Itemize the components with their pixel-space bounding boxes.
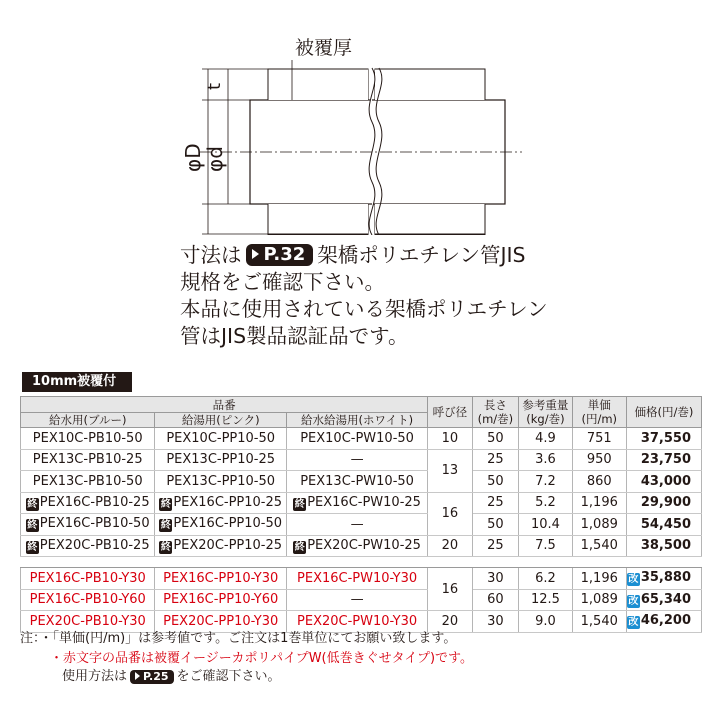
play-icon bbox=[135, 672, 140, 680]
part-pink bbox=[155, 535, 287, 557]
price: 54,450 bbox=[626, 514, 701, 536]
weight: 10.4 bbox=[519, 514, 573, 536]
part-pink: PEX13C-PP10-25 bbox=[155, 449, 287, 471]
note-line-2: 規格をご確認下さい。 bbox=[180, 270, 385, 294]
length: 60 bbox=[472, 589, 518, 611]
footnote-1: 注：・「単価(円/m)」は参考値です。ご注文は1巻単位にてお願い致します。 bbox=[20, 631, 457, 646]
length: 30 bbox=[472, 611, 518, 633]
part-white bbox=[286, 492, 427, 514]
weight: 3.6 bbox=[519, 449, 573, 471]
length: 50 bbox=[472, 471, 518, 493]
part-pink bbox=[155, 492, 287, 514]
part-white: — bbox=[286, 514, 427, 536]
part-pink: PEX10C-PP10-50 bbox=[155, 428, 287, 450]
part-blue: PEX13C-PB10-50 bbox=[21, 471, 155, 493]
header-weight: 参考重量 (kg/巻) bbox=[519, 397, 573, 428]
unit-price: 751 bbox=[572, 428, 626, 450]
discontinued-badge: 終 bbox=[294, 541, 305, 553]
unit-price: 1,540 bbox=[572, 611, 626, 633]
note-line-1 bbox=[180, 242, 526, 269]
page-ref-label: P.25 bbox=[143, 670, 169, 683]
weight: 7.2 bbox=[519, 471, 573, 493]
price: 38,500 bbox=[626, 535, 701, 557]
page-ref-p32[interactable] bbox=[246, 244, 314, 266]
part-white: PEX20C-PW10-Y30 bbox=[286, 611, 427, 633]
nominal-size: 13 bbox=[428, 449, 472, 492]
weight: 4.9 bbox=[519, 428, 573, 450]
weight: 9.0 bbox=[519, 611, 573, 633]
unit-price: 1,089 bbox=[572, 589, 626, 611]
unit-price: 1,196 bbox=[572, 568, 626, 590]
unit-price: 1,089 bbox=[572, 514, 626, 536]
price-value: 65,340 bbox=[640, 591, 691, 607]
discontinued-badge: 終 bbox=[27, 541, 38, 553]
length: 30 bbox=[472, 568, 518, 590]
part-blue: PEX20C-PB10-Y30 bbox=[21, 611, 155, 633]
header-hot-pink: 給湯用(ピンク) bbox=[155, 413, 287, 428]
part-white: PEX13C-PW10-50 bbox=[286, 471, 427, 493]
price bbox=[626, 589, 701, 611]
nominal-size: 20 bbox=[428, 535, 472, 557]
footnote-3 bbox=[62, 668, 281, 685]
part-white: PEX10C-PW10-50 bbox=[286, 428, 427, 450]
table-row bbox=[21, 611, 702, 633]
price-value: 46,200 bbox=[640, 613, 691, 629]
part-pink bbox=[155, 514, 287, 536]
header-supply-blue: 給水用(ブルー) bbox=[21, 413, 155, 428]
revised-badge: 改 bbox=[628, 617, 639, 629]
nominal-size: 10 bbox=[428, 428, 472, 450]
part-blue: PEX16C-PB10-Y60 bbox=[21, 589, 155, 611]
note-line-3: 本品に使用されている架橋ポリエチレン bbox=[180, 297, 548, 321]
part-white: — bbox=[286, 589, 427, 611]
unit-price: 1,196 bbox=[572, 492, 626, 514]
table-row bbox=[21, 568, 702, 590]
weight: 5.2 bbox=[519, 492, 573, 514]
header-part-number: 品番 bbox=[21, 397, 428, 413]
length: 25 bbox=[472, 535, 518, 557]
part-blue: PEX16C-PB10-Y30 bbox=[21, 568, 155, 590]
table-gap bbox=[21, 557, 702, 568]
price: 29,900 bbox=[626, 492, 701, 514]
part-label: PEX20C-PP10-25 bbox=[173, 537, 283, 553]
length: 25 bbox=[472, 449, 518, 471]
discontinued-badge: 終 bbox=[27, 498, 38, 510]
weight: 6.2 bbox=[519, 568, 573, 590]
unit-price: 860 bbox=[572, 471, 626, 493]
footnote-text: をご確認下さい。 bbox=[176, 669, 281, 684]
part-label: PEX16C-PW10-25 bbox=[307, 494, 421, 510]
price bbox=[626, 568, 701, 590]
discontinued-badge: 終 bbox=[160, 498, 171, 510]
table-row bbox=[21, 428, 702, 450]
unit-price: 950 bbox=[572, 449, 626, 471]
part-pink: PEX16C-PP10-Y30 bbox=[155, 568, 287, 590]
discontinued-badge: 終 bbox=[160, 541, 171, 553]
note-text: 架橋ポリエチレン管JIS bbox=[317, 243, 526, 267]
price: 23,750 bbox=[626, 449, 701, 471]
header-price: 価格(円/巻) bbox=[626, 397, 701, 428]
nominal-size: 20 bbox=[428, 611, 472, 633]
part-pink: PEX16C-PP10-Y60 bbox=[155, 589, 287, 611]
note-text: 寸法は bbox=[180, 243, 242, 267]
length: 50 bbox=[472, 428, 518, 450]
table-row bbox=[21, 535, 702, 557]
nominal-size: 16 bbox=[428, 568, 472, 611]
header-length: 長さ (m/巻) bbox=[472, 397, 518, 428]
cover-thickness-label: 被覆厚 bbox=[295, 37, 353, 59]
table-row bbox=[21, 492, 702, 514]
part-blue: PEX10C-PB10-50 bbox=[21, 428, 155, 450]
section-title: 10mm被覆付 bbox=[22, 372, 132, 392]
part-white: — bbox=[286, 449, 427, 471]
page-ref-p25[interactable] bbox=[130, 670, 174, 684]
part-blue bbox=[21, 492, 155, 514]
footnote-2: ・赤文字の品番は被覆イージーカポリパイプW(低巻きぐせタイプ)です。 bbox=[50, 651, 474, 666]
part-label: PEX16C-PB10-25 bbox=[39, 494, 150, 510]
price bbox=[626, 611, 701, 633]
length: 50 bbox=[472, 514, 518, 536]
discontinued-badge: 終 bbox=[160, 520, 171, 532]
discontinued-badge: 終 bbox=[27, 520, 38, 532]
price: 37,550 bbox=[626, 428, 701, 450]
table-row bbox=[21, 589, 702, 611]
pipe-cross-section-diagram bbox=[150, 30, 530, 235]
t-label: t bbox=[204, 82, 225, 90]
weight: 7.5 bbox=[519, 535, 573, 557]
note-line-4: 管はJIS製品認証品です。 bbox=[180, 324, 409, 348]
header-nominal: 呼び径 bbox=[428, 397, 472, 428]
part-label: PEX16C-PP10-50 bbox=[173, 516, 283, 532]
table-row bbox=[21, 471, 702, 493]
part-label: PEX20C-PB10-25 bbox=[39, 537, 150, 553]
revised-badge: 改 bbox=[628, 595, 639, 607]
part-pink: PEX20C-PP10-Y30 bbox=[155, 611, 287, 633]
nominal-size: 16 bbox=[428, 492, 472, 535]
part-label: PEX16C-PB10-50 bbox=[39, 516, 150, 532]
part-blue: PEX13C-PB10-25 bbox=[21, 449, 155, 471]
length: 25 bbox=[472, 492, 518, 514]
part-blue bbox=[21, 535, 155, 557]
part-pink: PEX13C-PP10-50 bbox=[155, 471, 287, 493]
part-label: PEX20C-PW10-25 bbox=[307, 537, 421, 553]
unit-price: 1,540 bbox=[572, 535, 626, 557]
part-white bbox=[286, 535, 427, 557]
table-row bbox=[21, 514, 702, 536]
header-both-white: 給水給湯用(ホワイト) bbox=[286, 413, 427, 428]
part-label: PEX16C-PP10-25 bbox=[173, 494, 283, 510]
price: 43,000 bbox=[626, 471, 701, 493]
page-ref-label: P.32 bbox=[263, 244, 306, 265]
part-blue bbox=[21, 514, 155, 536]
part-white: PEX16C-PW10-Y30 bbox=[286, 568, 427, 590]
play-icon bbox=[252, 249, 259, 259]
product-table bbox=[20, 396, 702, 633]
revised-badge: 改 bbox=[628, 574, 639, 586]
discontinued-badge: 終 bbox=[294, 498, 305, 510]
price-value: 35,880 bbox=[640, 570, 691, 586]
header-unit-price: 単価 (円/m) bbox=[572, 397, 626, 428]
id-label: φd bbox=[203, 146, 227, 172]
weight: 12.5 bbox=[519, 589, 573, 611]
od-label: φD bbox=[181, 143, 205, 172]
table-row bbox=[21, 449, 702, 471]
footnote-text: 使用方法は bbox=[62, 669, 128, 684]
